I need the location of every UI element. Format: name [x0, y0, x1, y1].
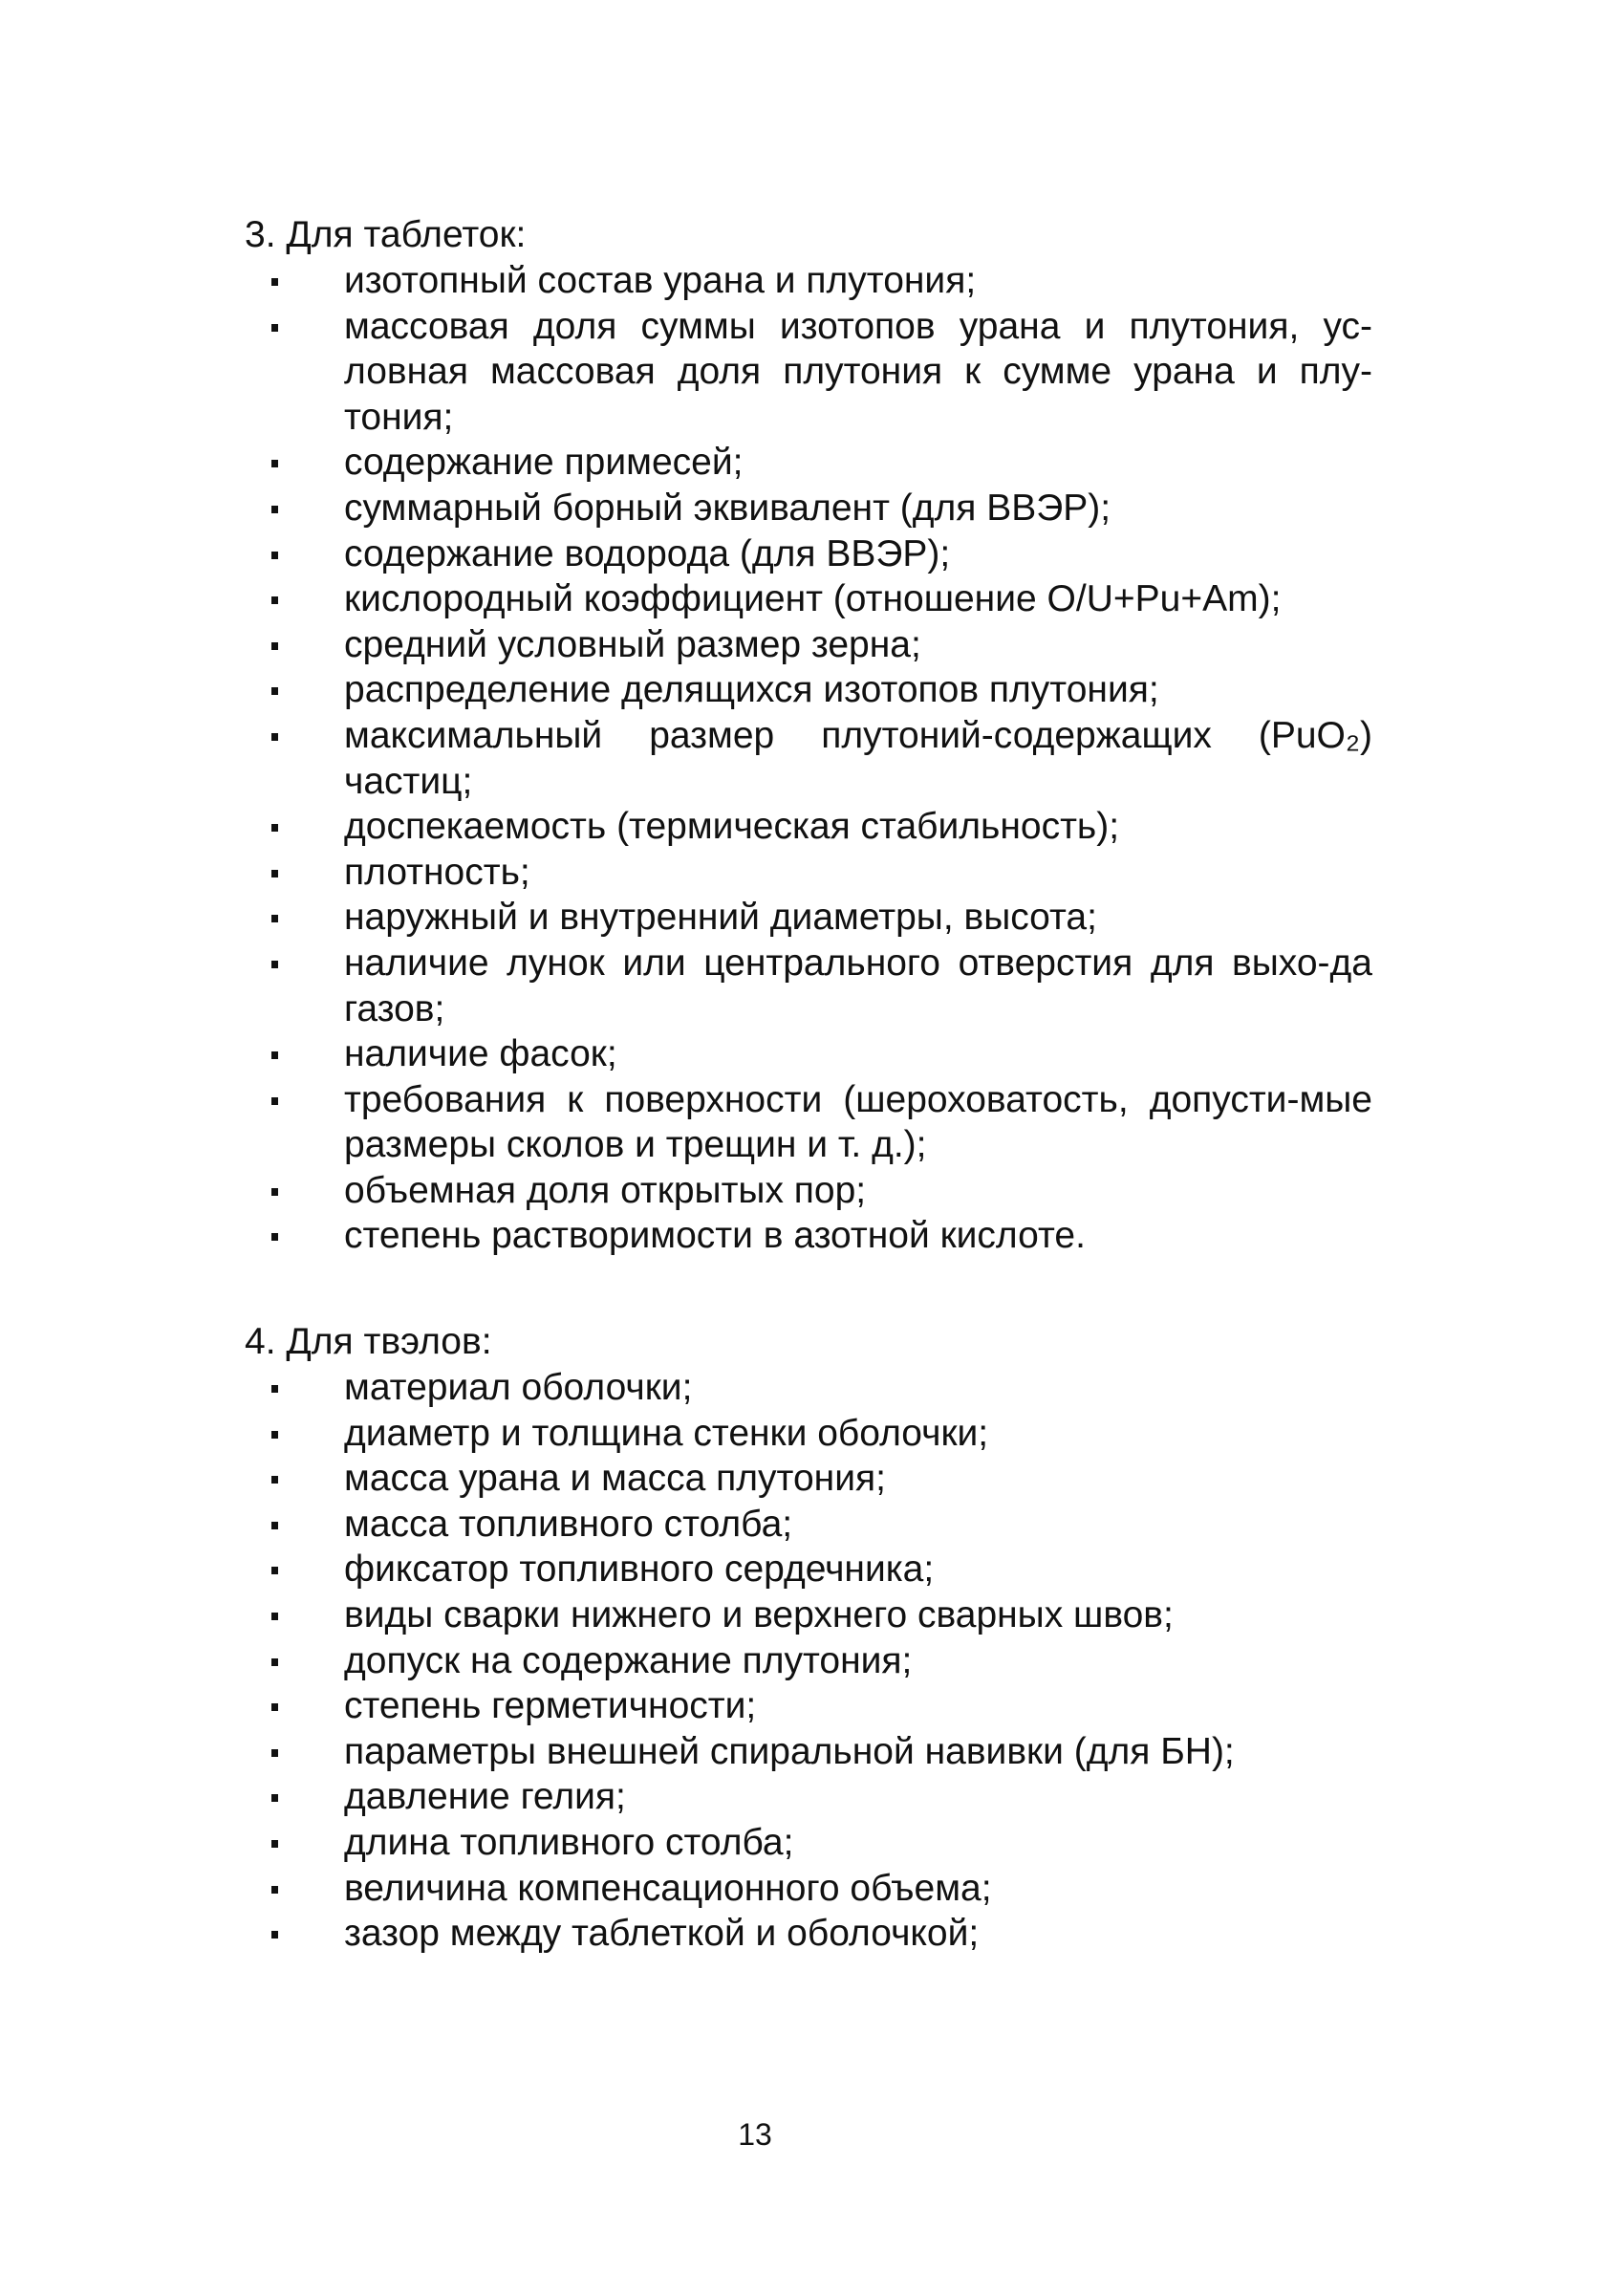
list-item-text: содержание водорода (для ВВЭР); — [344, 532, 951, 574]
bullet-icon — [271, 915, 278, 922]
list-item-text: виды сварки нижнего и верхнего сварных швов; — [344, 1593, 1174, 1635]
list-item-text: давление гелия; — [344, 1776, 626, 1818]
bullet-icon — [271, 506, 278, 513]
list-item-text: изотопный состав урана и плутония; — [344, 260, 977, 301]
page-number: 13 — [738, 2117, 772, 2152]
list-item — [245, 850, 1372, 896]
list-item — [245, 576, 1372, 622]
bullet-icon — [271, 1703, 278, 1711]
list-item — [245, 258, 1372, 304]
bullet-icon — [271, 1886, 278, 1894]
list-item-text: фиксатор топливного сердечника; — [344, 1549, 935, 1591]
list-item-text: распределение делящихся изотопов плутония; — [344, 669, 1159, 711]
bullet-icon — [271, 1840, 278, 1848]
list-item-text: диаметр и толщина стенки оболочки; — [344, 1412, 989, 1454]
list-item — [245, 1729, 1372, 1775]
bullet-icon — [271, 1522, 278, 1529]
bullet-icon — [271, 1051, 278, 1059]
bullet-icon — [271, 1188, 278, 1196]
section-pellets — [245, 212, 1372, 1259]
bullet-icon — [271, 460, 278, 467]
list-item — [245, 1866, 1372, 1912]
bullet-icon — [271, 596, 278, 604]
list-item — [245, 1168, 1372, 1214]
list-item — [245, 1820, 1372, 1866]
list-item-text: средний условный размер зерна; — [344, 623, 921, 665]
bullet-icon — [271, 961, 278, 968]
list-item-text: кислородный коэффициент (отношение O/U+Pu+Am); — [344, 578, 1282, 620]
bullet-icon — [271, 1567, 278, 1574]
list-item-text: наличие фасок; — [344, 1033, 617, 1075]
bullet-icon — [271, 733, 278, 741]
list-item — [245, 1638, 1372, 1684]
list-item — [245, 1077, 1372, 1168]
list-item-text: суммарный борный эквивалент (для ВВЭР); — [344, 487, 1111, 529]
list-item — [245, 941, 1372, 1031]
list-item — [245, 1774, 1372, 1820]
bullet-icon — [271, 1749, 278, 1757]
bullet-icon — [271, 1794, 278, 1802]
list-item-text: объемная доля открытых пор; — [344, 1169, 867, 1211]
bullet-icon — [271, 1931, 278, 1939]
list-item-text: масса урана и масса плутония; — [344, 1458, 886, 1500]
bullet-icon — [271, 1431, 278, 1439]
list-item-text: величина компенсационного объема; — [344, 1867, 992, 1909]
list-item-text: параметры внешней спиральной навивки (для БН); — [344, 1730, 1235, 1772]
list-item-text: материал оболочки; — [344, 1367, 693, 1408]
list-item — [245, 804, 1372, 850]
bullet-icon — [271, 1613, 278, 1620]
list-item-text: наружный и внутренний диаметры, высота; — [344, 897, 1097, 939]
bullet-icon — [271, 1233, 278, 1241]
list-item-text: максимальный размер плутоний-содержащих (PuO₂) частиц; — [344, 714, 1372, 802]
list-item — [245, 1456, 1372, 1502]
list-item — [245, 440, 1372, 486]
list-item-text: масса топливного столба; — [344, 1503, 793, 1545]
list-item-text: плотность; — [344, 851, 530, 893]
list-item — [245, 1683, 1372, 1729]
section-title: 3. Для таблеток: — [245, 214, 527, 255]
requirements-list — [245, 258, 1372, 1259]
list-item-text: допуск на содержание плутония; — [344, 1639, 913, 1681]
list-item — [245, 1411, 1372, 1457]
list-item-text: степень герметичности; — [344, 1685, 757, 1727]
list-item — [245, 1547, 1372, 1592]
bullet-icon — [271, 1476, 278, 1484]
list-item — [245, 1213, 1372, 1259]
bullet-icon — [271, 1385, 278, 1393]
bullet-icon — [271, 642, 278, 650]
bullet-icon — [271, 552, 278, 559]
list-item-text: наличие лунок или центрального отверстия для выхо-да газов; — [344, 942, 1372, 1029]
bullet-icon — [271, 824, 278, 832]
list-item — [245, 1031, 1372, 1077]
list-item-text: длина топливного столба; — [344, 1821, 794, 1863]
list-item — [245, 486, 1372, 531]
list-item — [245, 1365, 1372, 1411]
bullet-icon — [271, 1097, 278, 1105]
list-item — [245, 895, 1372, 941]
requirements-list — [245, 1365, 1372, 1957]
list-item-text: массовая доля суммы изотопов урана и плутония, ус-ловная массовая доля плутония к сумме урана и плу-тония; — [344, 305, 1372, 438]
list-item-text: зазор между таблеткой и оболочкой; — [344, 1913, 980, 1955]
bullet-icon — [271, 1658, 278, 1666]
list-item-text: содержание примесей; — [344, 442, 744, 484]
list-item — [245, 1911, 1372, 1957]
section-fuel-rods — [245, 1319, 1372, 1957]
list-item — [245, 1592, 1372, 1638]
bullet-icon — [271, 324, 278, 332]
list-item — [245, 713, 1372, 804]
list-item — [245, 1502, 1372, 1548]
list-item-text: степень растворимости в азотной кислоте. — [344, 1215, 1086, 1257]
list-item-text: требования к поверхности (шероховатость, допусти-мые размеры сколов и трещин и т. д.); — [344, 1078, 1372, 1166]
section-title: 4. Для твэлов: — [245, 1321, 492, 1362]
list-item — [245, 667, 1372, 713]
list-item — [245, 531, 1372, 577]
list-item — [245, 622, 1372, 668]
bullet-icon — [271, 278, 278, 286]
bullet-icon — [271, 870, 278, 877]
bullet-icon — [271, 687, 278, 695]
list-item-text: доспекаемость (термическая стабильность); — [344, 806, 1120, 848]
list-item — [245, 304, 1372, 441]
